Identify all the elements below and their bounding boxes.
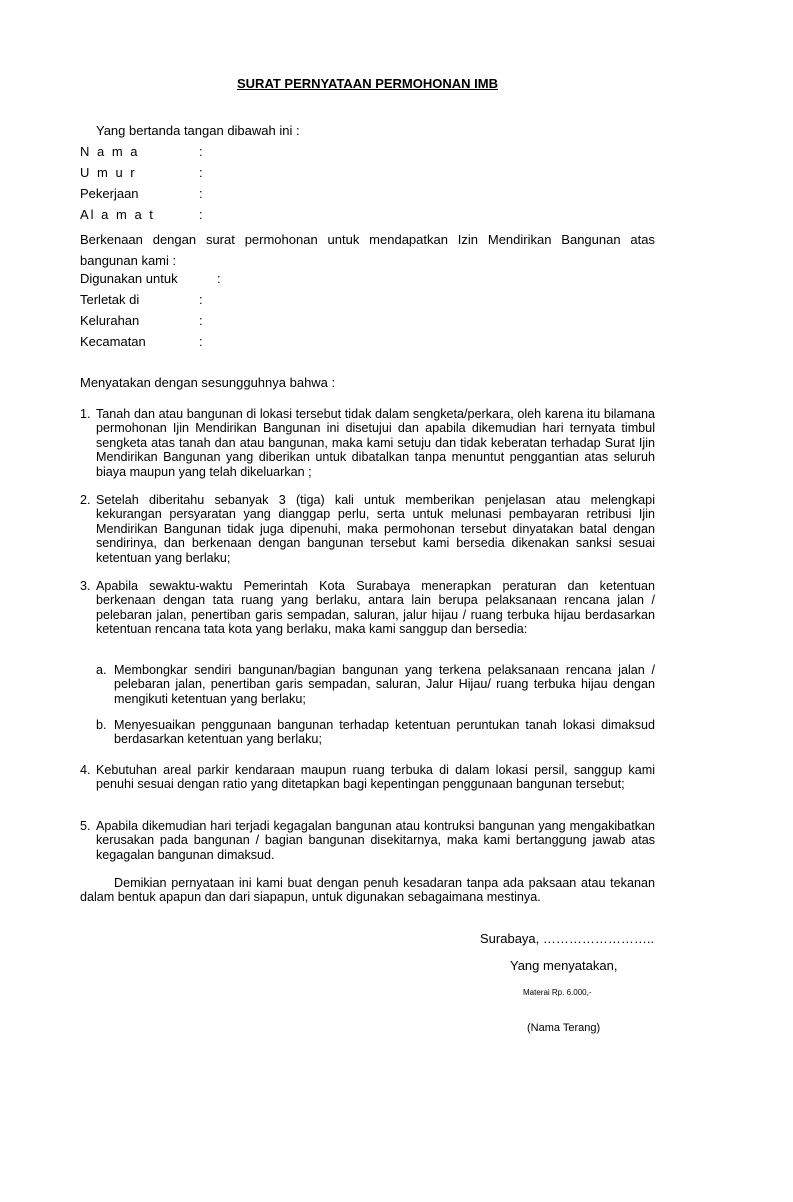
field-label-kelurahan: Kelurahan [80, 313, 140, 328]
intro-text: Yang bertanda tangan dibawah ini : [96, 123, 300, 138]
place-date: Surabaya, …………………….. [480, 931, 655, 946]
field-label-pekerjaan: Pekerjaan [80, 186, 139, 201]
sub-list-item: Menyesuaikan penggunaan bangunan terhadap ketentuan peruntukan tanah lokasi dimaksud berdasarkan ketentuan yang berlaku; [114, 718, 655, 747]
list-item: Apabila sewaktu-waktu Pemerintah Kota Surabaya menerapkan peraturan dan ketentuan berkenaan dengan tata ruang yang berlaku, antara lain berupa pelaksanaan rencana jalan / pelebaran jalan, penertiban garis sempadan, saluran, jalur hijau / ruang terbuka hijau berdasarkan ketentuan rencana tata kota yang berlaku, maka kami sanggup dan bersedia: [96, 579, 655, 637]
field-label-kecamatan: Kecamatan [80, 334, 146, 349]
item-number: 3. [80, 579, 91, 593]
field-colon: : [217, 271, 221, 286]
regarding-paragraph: Berkenaan dengan surat permohonan untuk mendapatkan Izin Mendirikan Bangunan atas bangunan kami : [80, 232, 655, 268]
field-colon: : [199, 207, 203, 222]
field-colon: : [199, 313, 203, 328]
field-colon: : [199, 165, 203, 180]
subitem-letter: b. [96, 718, 107, 732]
field-colon: : [199, 144, 203, 159]
declarant-label: Yang menyatakan, [510, 958, 618, 973]
field-label-terletak: Terletak di [80, 292, 140, 307]
declaration-heading: Menyatakan dengan sesungguhnya bahwa : [80, 375, 336, 390]
item-number: 2. [80, 493, 91, 507]
list-item: Apabila dikemudian hari terjadi kegagalan bangunan atau kontruksi bangunan yang mengakibatkan kerusakan pada bangunan / bagian bangunan disekitarnya, maka kami bertanggung jawab atas kegagalan bangunan dimaksud. [96, 819, 655, 862]
item-number: 5. [80, 819, 91, 833]
field-label-digunakan: Digunakan untuk [80, 271, 178, 286]
stamp-note: Materai Rp. 6.000,- [523, 988, 592, 997]
list-item: Kebutuhan areal parkir kendaraan maupun ruang terbuka di dalam lokasi persil, sanggup kami penuhi sesuai dengan ratio yang ditetapkan bagi kepentingan penggunaan bangunan tersebut; [96, 763, 655, 792]
name-placeholder: (Nama Terang) [527, 1022, 601, 1034]
page-title: SURAT PERNYATAAN PERMOHONAN IMB [237, 76, 498, 91]
field-colon: : [199, 292, 203, 307]
field-colon: : [199, 186, 203, 201]
list-item: Tanah dan atau bangunan di lokasi tersebut tidak dalam sengketa/perkara, oleh karena itu bilamana permohonan Ijin Mendirikan Bangunan ini disetujui dan apabila dikemudian hari ternyata timbul sengketa atas tanah dan atau bangunan, maka kami setuju dan tidak keberatan terhadap Surat Ijin Mendirikan Bangunan yang diberikan untuk dibatalkan tanpa menuntut penggantian atas seluruh biaya maupun yang telah dikeluarkan ; [96, 407, 655, 479]
sub-list-item: Membongkar sendiri bangunan/bagian bangunan yang terkena pelaksanaan rencana jalan / pelebaran jalan, penertiban garis sempadan, saluran, Jalur Hijau/ ruang terbuka hijau dengan mengikuti ketentuan yang berlaku; [114, 663, 655, 706]
field-colon: : [199, 334, 203, 349]
field-label-umur: U m u r [80, 165, 137, 180]
item-number: 1. [80, 407, 91, 421]
field-label-nama: N a m a [80, 144, 140, 159]
subitem-letter: a. [96, 663, 107, 677]
item-number: 4. [80, 763, 91, 777]
list-item: Setelah diberitahu sebanyak 3 (tiga) kali untuk memberikan penjelasan atau melengkapi kekurangan persyaratan yang dianggap perlu, serta untuk melunasi pembayaran retribusi Ijin Mendirikan Bangunan tidak juga dipenuhi, maka permohonan tersebut dinyatakan batal dengan sendirinya, dan berkenaan dengan bangunan tersebut kami bersedia dikenakan sanksi sesuai ketentuan yang berlaku; [96, 493, 655, 565]
field-label-alamat: Al a m a t [80, 207, 155, 222]
closing-paragraph: Demikian pernyataan ini kami buat dengan penuh kesadaran tanpa ada paksaan atau tekanan dalam bentuk apapun dan dari siapapun, untuk digunakan sebagaimana mestinya. [80, 876, 655, 905]
